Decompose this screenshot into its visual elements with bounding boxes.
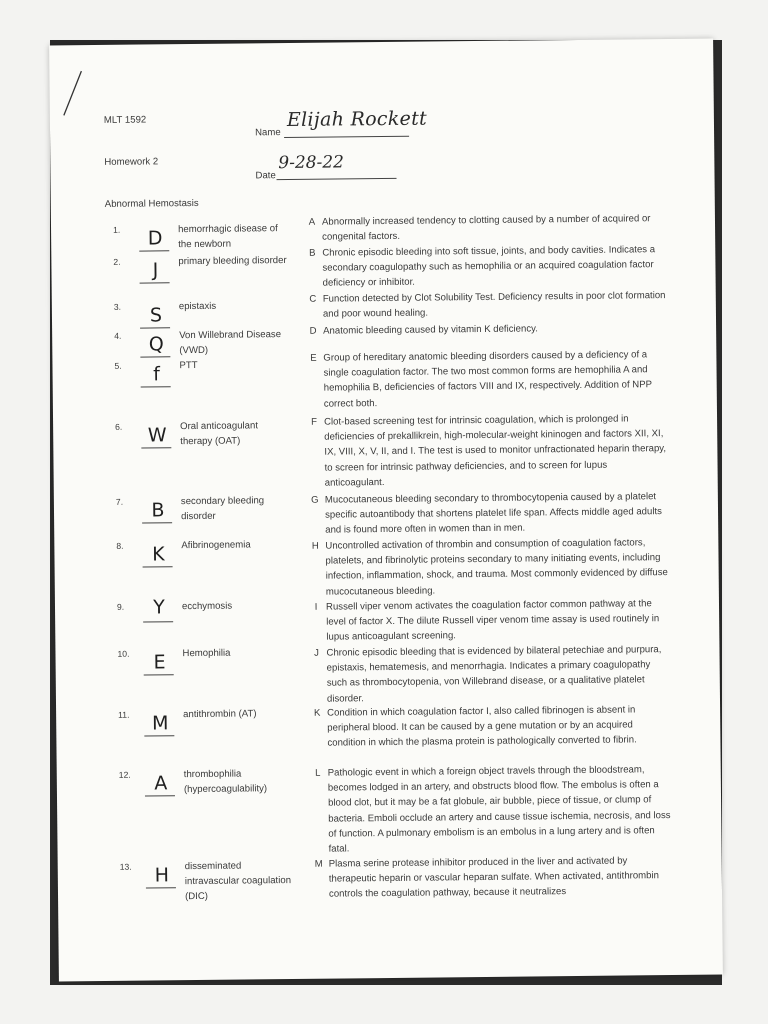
handwritten-answer: W — [147, 424, 167, 447]
question-number: 1. — [112, 224, 121, 235]
handwritten-answer: Y — [153, 596, 165, 619]
term-text: Hemophilia — [182, 647, 231, 660]
answer-blank — [139, 250, 169, 251]
term-text: Von Willebrand Disease (VWD) — [179, 329, 282, 357]
definition-letter: J — [314, 647, 319, 659]
handwritten-answer: H — [154, 864, 170, 887]
homework-sheet — [49, 39, 723, 982]
handwritten-answer: K — [152, 543, 165, 566]
term-text: secondary bleeding disorder — [180, 495, 265, 523]
term-text: antithrombin (AT) — [183, 708, 257, 721]
definition-text: Plasma serine protease inhibitor produced in the liver and activated by therapeutic heparin or vascular heparan sulfate. When activated, antithrombin controls the coagulation pathway, because it neutralizes — [328, 855, 660, 901]
definition-letter: F — [311, 416, 318, 428]
pen-slash-mark — [57, 69, 88, 119]
definition-letter: E — [310, 352, 317, 364]
answer-blank — [143, 566, 173, 567]
question-number: 12. — [118, 769, 131, 780]
definition-text: Mucocutaneous bleeding secondary to thrombocytopenia caused by a platelet specific autoantibody that shortens platelet life span. Affects middle aged adults and is found more often in women than in men. — [324, 491, 662, 537]
date-label: Date — [255, 170, 276, 182]
assignment-title: Homework 2 — [104, 156, 159, 168]
question-number: 7. — [115, 496, 124, 507]
question-number: 10. — [117, 648, 130, 659]
definition-text: Group of hereditary anatomic bleeding disorders caused by a deficiency of a single coagulation factor. The two most common forms are hemophilia A and hemophilia B, deficiencies of factors VIII and IX, respectively. Addition of NPP correct both. — [323, 349, 652, 410]
definition-text: Function detected by Clot Solubility Test. Deficiency results in poor clot formation and poor wound healing. — [322, 290, 666, 320]
student-name: Elijah Rockett — [286, 107, 428, 132]
handwritten-answer: M — [151, 712, 169, 735]
handwritten-answer: B — [151, 499, 165, 522]
answer-blank — [141, 386, 171, 387]
answer-blank — [143, 621, 173, 622]
term-text: hemorrhagic disease of the newborn — [177, 223, 278, 251]
definition-text: Chronic episodic bleeding that is evidenced by bilateral petechiae and purpura, epistaxis, hematemesis, and menorrhagia. Indicates a primary coagulopathy such as thrombocytopenia, von Willebrand disease, or a qualitative platelet disorder. — [326, 644, 662, 705]
handwritten-answer: J — [152, 259, 159, 282]
name-underline — [284, 136, 409, 138]
definition-letter: K — [313, 707, 321, 719]
definition-text: Abnormally increased tendency to clotting caused by a number of acquired or congenital factors. — [321, 213, 651, 243]
term-text: disseminated intravascular coagulation (DIC) — [184, 860, 292, 903]
definition-letter: H — [311, 540, 319, 552]
question-number: 5. — [114, 360, 122, 371]
handwritten-answer: D — [147, 227, 163, 250]
answer-blank — [144, 735, 174, 736]
definition-letter: M — [314, 858, 323, 870]
question-number: 4. — [114, 330, 122, 341]
definition-letter: I — [314, 601, 318, 613]
question-number: 3. — [113, 301, 122, 312]
answer-blank — [142, 522, 172, 523]
date-value: 9-28-22 — [278, 152, 345, 174]
term-text: Afibrinogenemia — [181, 539, 251, 552]
question-number: 2. — [113, 256, 121, 267]
term-text: PTT — [179, 359, 198, 372]
definition-text: Condition in which coagulation factor I, also called fibrinogen is absent in peripheral blood. It can be caused by a gene mutation or by an acquired condition in which the plasma protein is pathologically converted to fibrin. — [327, 704, 637, 750]
definition-text: Pathologic event in which a foreign object travels through the bloodstream, becomes lodged in an artery, and obstructs blood flow. The embolus is often a blood clot, but it may be a fat globule, air bubble, piece of tissue, or clump of bacteria. Emboli occlude an artery and cause tissue ischemia, necrosis, and loss of function. A pulmonary embolism is an embolus in a lung artery and is often fatal. — [327, 764, 671, 855]
definition-letter: A — [308, 216, 316, 228]
definition-text: Chronic episodic bleeding into soft tissue, joints, and body cavities. Indicates a secondary coagulopathy such as hemophilia or an acquired coagulation factor deficiency or inhibitor. — [322, 244, 656, 290]
course-code: MLT 1592 — [103, 114, 147, 126]
term-text: epistaxis — [178, 300, 217, 313]
definition-letter: L — [315, 767, 321, 779]
definition-text: Clot-based screening test for intrinsic coagulation, which is prolonged in deficiencies of prekallikrein, high-molecular-weight kininogen and factors XII, XI, IX, VIII, X, V, II, and I. The test is used to monitor unfractionated heparin therapy, to screen for intrinsic pathway deficiencies, and to screen for lupus anticoagulant. — [324, 413, 667, 489]
answer-blank — [141, 447, 171, 448]
term-text: primary bleeding disorder — [178, 255, 287, 268]
handwritten-answer: S — [149, 304, 163, 327]
definition-letter: C — [309, 293, 317, 305]
answer-blank — [140, 327, 170, 328]
question-number: 8. — [116, 540, 124, 551]
definition-letter: G — [311, 494, 319, 506]
definition-letter: B — [309, 247, 316, 259]
term-text: thrombophilia (hypercoagulability) — [183, 768, 268, 796]
date-underline — [277, 178, 397, 180]
answer-blank — [140, 356, 170, 357]
definition-text: Uncontrolled activation of thrombin and consumption of coagulation factors, platelets, and fibrinolytic proteins secondary to many initiating events, including infection, inflammation, shock, and trauma. Most commonly evidenced by diffuse mucocutaneous bleeding. — [325, 537, 668, 598]
answer-blank — [145, 795, 175, 796]
question-number: 11. — [118, 709, 130, 720]
definition-text: Russell viper venom activates the coagulation factor common pathway at the level of factor X. The dilute Russell viper venom time assay is used routinely in lupus anticoagulant screening. — [325, 598, 660, 644]
question-number: 9. — [116, 601, 125, 612]
handwritten-answer: Q — [148, 333, 164, 356]
answer-blank — [140, 282, 170, 283]
term-text: Oral anticoagulant therapy (OAT) — [180, 420, 259, 448]
handwritten-answer: E — [153, 651, 166, 674]
answer-blank — [144, 674, 174, 675]
answer-blank — [146, 887, 176, 888]
question-number: 13. — [119, 861, 132, 872]
name-label: Name — [254, 127, 281, 139]
handwritten-answer: f — [153, 363, 161, 386]
section-title: Abnormal Hemostasis — [104, 197, 199, 210]
handwritten-answer: A — [154, 772, 168, 795]
definition-letter: D — [309, 325, 317, 337]
question-number: 6. — [115, 421, 123, 432]
term-text: ecchymosis — [181, 600, 233, 613]
definition-text: Anatomic bleeding caused by vitamin K deficiency. — [323, 323, 538, 337]
